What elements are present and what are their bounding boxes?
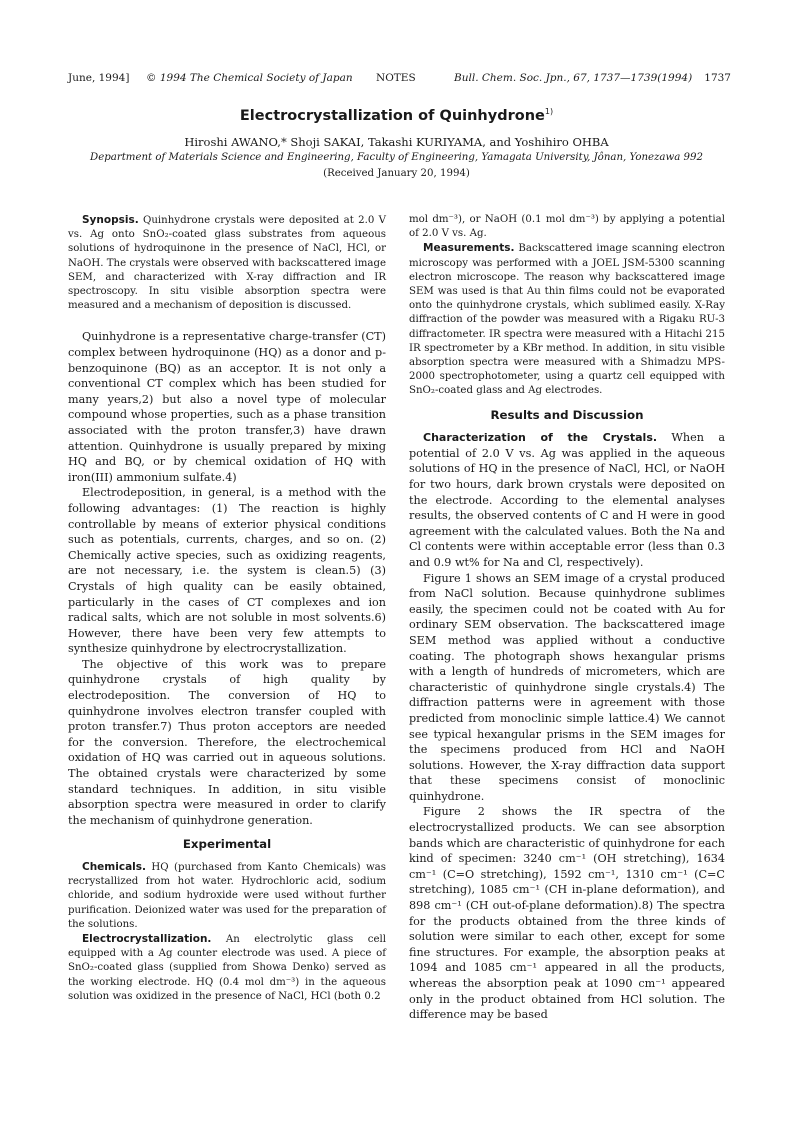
article-title — [0, 108, 793, 124]
synopsis-text: Quinhydrone crystals were deposited at 2.0 V vs. Ag onto SnO₂-coated glass substrates from aqueous solutions of hydroquinone in the presence of NaCl, HCl, or NaOH. The crystals were observed with backscattered image SEM, and characterized with X-ray diffraction and IR spectroscopy. In situ visible absorption spectra were measured and a mechanism of deposition is discussed. — [68, 215, 386, 312]
synopsis — [68, 213, 386, 313]
title-footnote-mark: 1) — [544, 107, 554, 117]
results-paragraph-2: Figure 1 shows an SEM image of a crystal produced from NaCl solution. Because quinhydrone sublimes easily, the specimen could not be coated with Au for ordinary SEM observation. The backscattered image SEM method was applied without a conductive coating. The photograph shows hexangular prisms with a length of hundreds of micrometers, which are characteristic of quinhydrone single crystals.4) The diffraction patterns were in agreement with those predicted from monoclinic simple lattice.4) We cannot see typical hexangular prisms in the SEM images for the specimens produced from HCl and NaOH solutions. However, the X-ray diffraction data support that these specimens consist of monoclinic quinhydrone. — [409, 571, 725, 803]
title-text: Electrocrystallization of Quinhydrone — [239, 108, 545, 124]
author-list: Hiroshi AWANO,* Shoji SAKAI, Takashi KURIYAMA, and Yoshihiro OHBA — [184, 135, 609, 149]
electrocrystallization-text: An electrolytic glass cell equipped with a Ag counter electrode was used. A piece of SnO₂-coated glass (supplied from Showa Denko) served as the working electrode. HQ (0.4 mol dm⁻³) in the aqueous solution was oxidized in the presence of NaCl, HCl (both 0.2 — [68, 934, 386, 1002]
experimental-heading: Experimental — [182, 837, 272, 852]
page-number: 1737 — [704, 72, 731, 84]
results-paragraph-3: Figure 2 shows the IR spectra of the electrocrystallized products. We can see absorption bands which are characteristic of quinhydrone for each kind of specimen: 3240 cm⁻¹ (OH stretching), 1634 cm⁻¹ (C=O stretching), 1592 cm⁻¹, 1310 cm⁻¹ (C=C stretching), 1085 cm⁻¹ (CH in-plane deformation), and 898 cm⁻¹ (CH out-of-plane deformation).8) The spectra for the products obtained from the three kinds of solution were similar to each other, except for some fine structures. For example, the absorption peaks at 1094 and 1085 cm⁻¹ appeared in all the products, whereas the absorption peak at 1090 cm⁻¹ appeared only in the product obtained from HCl solution. The difference may be based — [409, 805, 725, 1022]
intro-paragraph-3: The objective of this work was to prepare quinhydrone crystals of high quality by electrodeposition. The conversion of HQ to quinhydrone involves electron transfer coupled with proton transfer.7) Thus proton acceptors are needed for the conversion. Therefore, the electrochemical oxidation of HQ was carried out in aqueous solutions. The obtained crystals were characterized by some standard techniques. In addition, in situ visible absorption spectra were measured in order to clarify the mechanism of quinhydrone generation. — [68, 657, 386, 827]
chemicals-text: HQ (purchased from Kanto Chemicals) was recrystallized from hot water. Hydrochloric acid, sodium chloride, and sodium hydroxide were used without further purification. Deionized water was used for the preparation of the solutions. — [68, 862, 386, 930]
chemicals-label: Chemicals. — [82, 861, 146, 874]
left-column — [68, 213, 386, 1004]
electrocrystallization-paragraph — [68, 932, 386, 1004]
right-column — [409, 213, 725, 1023]
synopsis-label: Synopsis. — [82, 214, 139, 226]
running-head — [68, 72, 731, 86]
electrocrystallization-label: Electrocrystallization. — [82, 933, 212, 946]
characterization-label: Characterization of the Crystals. — [423, 431, 658, 445]
copyright-notice: © 1994 The Chemical Society of Japan — [146, 72, 353, 84]
results-heading: Results and Discussion — [490, 407, 644, 422]
measurements-label: Measurements. — [423, 242, 515, 255]
electrocrystallization-continued: mol dm⁻³), or NaOH (0.1 mol dm⁻³) by applying a potential of 2.0 V vs. Ag. — [409, 214, 725, 240]
affiliation: Department of Materials Science and Engineering, Faculty of Engineering, Yamagata University, Jônan, Yonezawa 992 — [90, 152, 703, 163]
intro-paragraph-2: Electrodeposition, in general, is a method with the following advantages: (1) The reaction is highly controllable by means of exterior physical conditions such as potentials, currents, charges, and so on. (2) Chemically active species, such as oxidizing reagents, are not necessary, i.e. the system is clean.5) (3) Crystals of high quality can be easily obtained, particularly in the cases of CT complexes and ion radical salts, which are not soluble in most solvents.6) However, there have been very few attempts to synthesize quinhydrone by electrocrystallization. — [68, 486, 386, 656]
received-date: (Received January 20, 1994) — [323, 168, 470, 179]
characterization-paragraph — [409, 430, 725, 570]
measurements-text: Backscattered image scanning electron microscopy was performed with a JOEL JSM-5300 scanning electron microscope. The reason why backscattered image SEM was used is that Au thin films could not be evaporated onto the quinhydrone crystals, which sublimed easily. X-Ray diffraction of the powder was measured with a Rigaku RU-3 diffractometer. IR spectra were measured with a Hitachi 215 IR spectrometer by a KBr method. In addition, in situ visible absorption spectra were measured with a Shimadzu MPS-2000 spectrophotometer, using a quartz cell equipped with SnO₂-coated glass and Ag electrodes. — [409, 243, 725, 397]
chemicals-paragraph — [68, 860, 386, 932]
measurements-paragraph — [409, 241, 725, 398]
section-label: NOTES — [376, 72, 416, 84]
characterization-text: When a potential of 2.0 V vs. Ag was applied in the aqueous solutions of HQ in the presence of NaCl, HCl, or NaOH for two hours, dark brown crystals were deposited on the electrode. According to the elemental analyses results, the observed contents of C and H were in good agreement with the calculated values. Both the Na and Cl contents were within acceptable error (less than 0.3 and 0.9 wt% for Na and Cl, respectively). — [409, 431, 725, 569]
issue-date: June, 1994] — [68, 72, 130, 84]
intro-paragraph-1: Quinhydrone is a representative charge-transfer (CT) complex between hydroquinone (HQ) as a donor and p-benzoquinone (BQ) as an acceptor. It is not only a conventional CT complex which has been studied for many years,2) but also a novel type of molecular compound whose properties, such as a phase transition associated with the proton transfer,3) have drawn attention. Quinhydrone is usually prepared by mixing HQ and BQ, or by chemical oxidation of HQ with iron(III) ammonium sulfate.4) — [68, 330, 386, 484]
journal-citation: Bull. Chem. Soc. Jpn., 67, 1737—1739(1994) — [454, 72, 693, 84]
